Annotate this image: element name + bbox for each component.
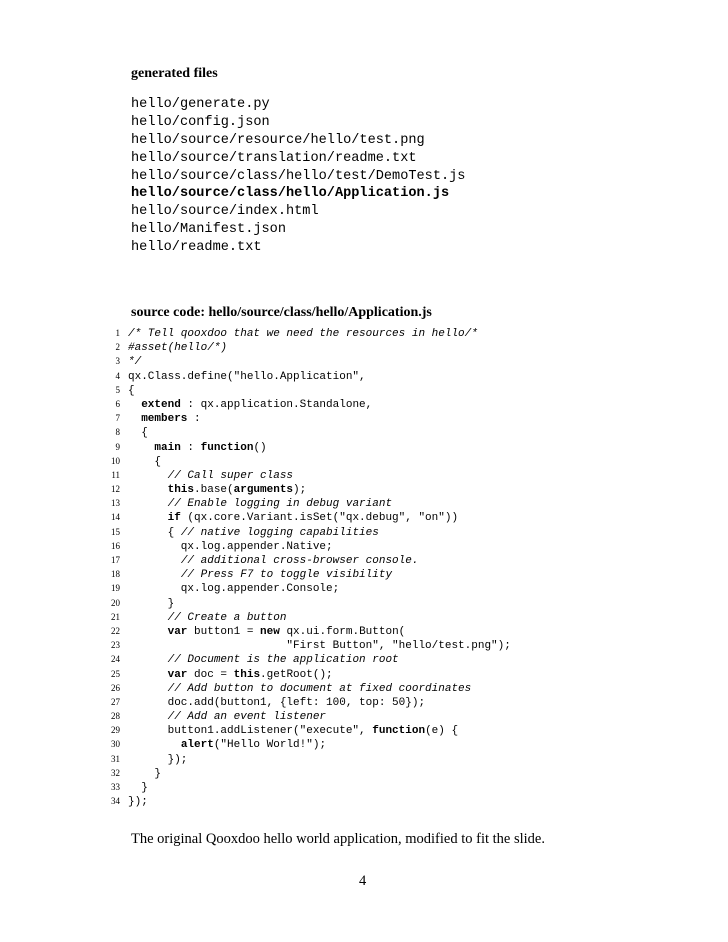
code-text: { [128,455,162,468]
line-number: 13 [111,498,120,509]
code-text: } [128,782,148,794]
line-number: 32 [111,767,120,778]
line-number: 27 [111,696,120,707]
code-line [109,567,511,581]
line-number: 1 [115,328,120,338]
file-path: hello/readme.txt [131,240,262,256]
generated-files-list [131,96,465,257]
code-text [128,399,141,411]
code-comment: // native logging capabilities [180,526,379,539]
code-text [128,654,168,666]
code-text: .getRoot(); [260,668,333,681]
code-line [109,496,511,510]
code-line [109,709,511,723]
line-number: 30 [111,739,120,750]
code-text: { [128,384,135,397]
line-number: 20 [111,597,120,608]
line-number: 31 [111,753,120,764]
code-line [109,667,511,681]
code-keyword: var [167,625,188,638]
page-number: 4 [359,873,367,889]
code-text: qx.Class.define("hello.Application", [128,370,366,383]
code-keyword: this [167,484,195,497]
line-number: 8 [115,427,120,438]
file-path: hello/source/resource/hello/test.png [131,132,425,148]
code-keyword: members [141,413,188,426]
code-line [109,638,511,652]
file-path: hello/config.json [131,114,270,130]
line-number: 4 [115,370,120,381]
line-number: 23 [111,640,120,651]
code-text [128,612,168,624]
code-text: }); [128,753,188,766]
code-comment: // Add an event listener [167,711,327,724]
line-number: 7 [115,413,120,424]
code-keyword: main [154,441,181,454]
line-number: 22 [111,625,120,636]
code-text: : [180,441,201,454]
line-number: 26 [111,682,120,693]
code-text: { [128,427,148,440]
code-text: ("Hello World!"); [213,739,327,752]
code-line [109,553,511,567]
line-number: 3 [115,356,120,367]
code-text: .base( [194,484,234,497]
line-number: 14 [111,512,120,523]
code-line [109,581,511,595]
code-text: "First Button", "hello/test.png"); [128,640,511,653]
code-text: { [128,526,181,539]
code-keyword: alert [180,739,214,752]
line-number: 29 [111,725,120,736]
code-line [109,652,511,666]
code-line [109,425,511,439]
line-number: 6 [115,398,120,409]
code-line [109,780,511,794]
code-keyword: new [260,625,280,638]
code-line [109,454,511,468]
file-path: hello/source/class/hello/Application.js [131,186,450,202]
code-keyword: extend [141,398,181,411]
figure-caption: The original Qooxdoo hello world application, modified to fit the slide. [131,831,545,847]
code-line [109,482,511,496]
code-text: qx.log.appender.Console; [128,583,340,596]
code-text: () [253,441,267,454]
code-text [128,739,181,751]
code-text [128,470,168,482]
line-number: 18 [111,569,120,580]
line-number: 10 [111,455,120,466]
code-line [109,525,511,539]
line-number: 5 [115,384,120,395]
code-text [128,512,168,524]
code-line [109,510,511,524]
source-code-heading: source code: hello/source/class/hello/Application.js [131,305,432,320]
code-line [109,752,511,766]
code-line [109,539,511,553]
code-text [128,442,154,454]
code-text [128,413,141,425]
code-text: qx.log.appender.Native; [128,540,333,553]
line-number: 15 [111,526,120,537]
line-number: 25 [111,668,120,679]
code-text [128,669,168,681]
file-path: hello/source/index.html [131,204,319,220]
line-number: 12 [111,484,120,495]
code-keyword: if [167,512,181,525]
code-line [109,326,511,340]
code-line [109,610,511,624]
file-path: hello/Manifest.json [131,222,286,238]
code-line [109,397,511,411]
code-keyword: arguments [233,484,294,497]
code-text: }); [128,796,148,809]
code-keyword: function [200,441,254,454]
code-text: ); [293,484,307,497]
code-text [128,711,168,723]
code-line [109,766,511,780]
code-line [109,340,511,354]
code-comment: // Press F7 to toggle visibility [180,569,393,582]
code-text: } [128,597,175,610]
code-comment: // additional cross-browser console. [180,555,419,567]
line-number: 21 [111,611,120,622]
code-line [109,411,511,425]
line-number: 19 [111,583,120,594]
code-line [109,695,511,709]
code-text: doc = [187,668,234,681]
code-line [109,681,511,695]
code-comment: */ [128,356,142,369]
code-text [128,498,168,510]
code-line [109,354,511,368]
code-text: qx.ui.form.Button( [279,625,406,638]
code-comment: /* Tell qooxdoo that we need the resources in hello/* [128,328,478,340]
line-number: 28 [111,711,120,722]
code-text: doc.add(button1, {left: 100, top: 50}); [128,696,426,709]
code-listing [109,326,511,808]
code-text: : [187,413,201,426]
line-number: 16 [111,540,120,551]
generated-files-heading: generated files [131,66,218,81]
code-line [109,596,511,610]
code-line [109,794,511,808]
file-path: hello/source/class/hello/test/DemoTest.js [131,168,466,184]
line-number: 11 [111,469,120,480]
code-keyword: this [233,668,261,681]
code-comment: // Enable logging in debug variant [167,498,393,511]
code-comment: // Create a button [167,611,287,624]
line-number: 33 [111,782,120,792]
code-text: (qx.core.Variant.isSet("qx.debug", "on")) [180,512,459,525]
code-line [109,383,511,397]
code-comment: // Add button to document at fixed coordinates [167,682,472,695]
line-number: 2 [115,342,120,353]
code-keyword: var [167,668,188,681]
line-number: 34 [111,796,120,807]
line-number: 9 [115,441,120,452]
code-text: : qx.application.Standalone, [180,398,373,411]
code-line [109,468,511,482]
code-text [128,569,181,581]
code-comment: // Document is the application root [167,654,399,667]
code-text [128,484,168,496]
code-text [128,683,168,695]
code-line [109,737,511,751]
code-text [128,626,168,638]
code-text [128,555,181,567]
line-number: 17 [111,555,120,565]
line-number: 24 [111,654,120,665]
code-text: button1 = [187,625,261,638]
code-text: } [128,767,162,780]
code-line [109,440,511,454]
file-path: hello/generate.py [131,97,270,112]
code-line [109,624,511,638]
code-comment: // Call super class [167,469,294,482]
code-comment: #asset(hello/*) [128,342,228,355]
file-path: hello/source/translation/readme.txt [131,150,417,166]
code-text: button1.addListener("execute", [128,725,373,738]
code-line [109,723,511,737]
code-text: (e) { [425,725,459,738]
code-keyword: function [372,725,426,738]
code-line [109,369,511,383]
